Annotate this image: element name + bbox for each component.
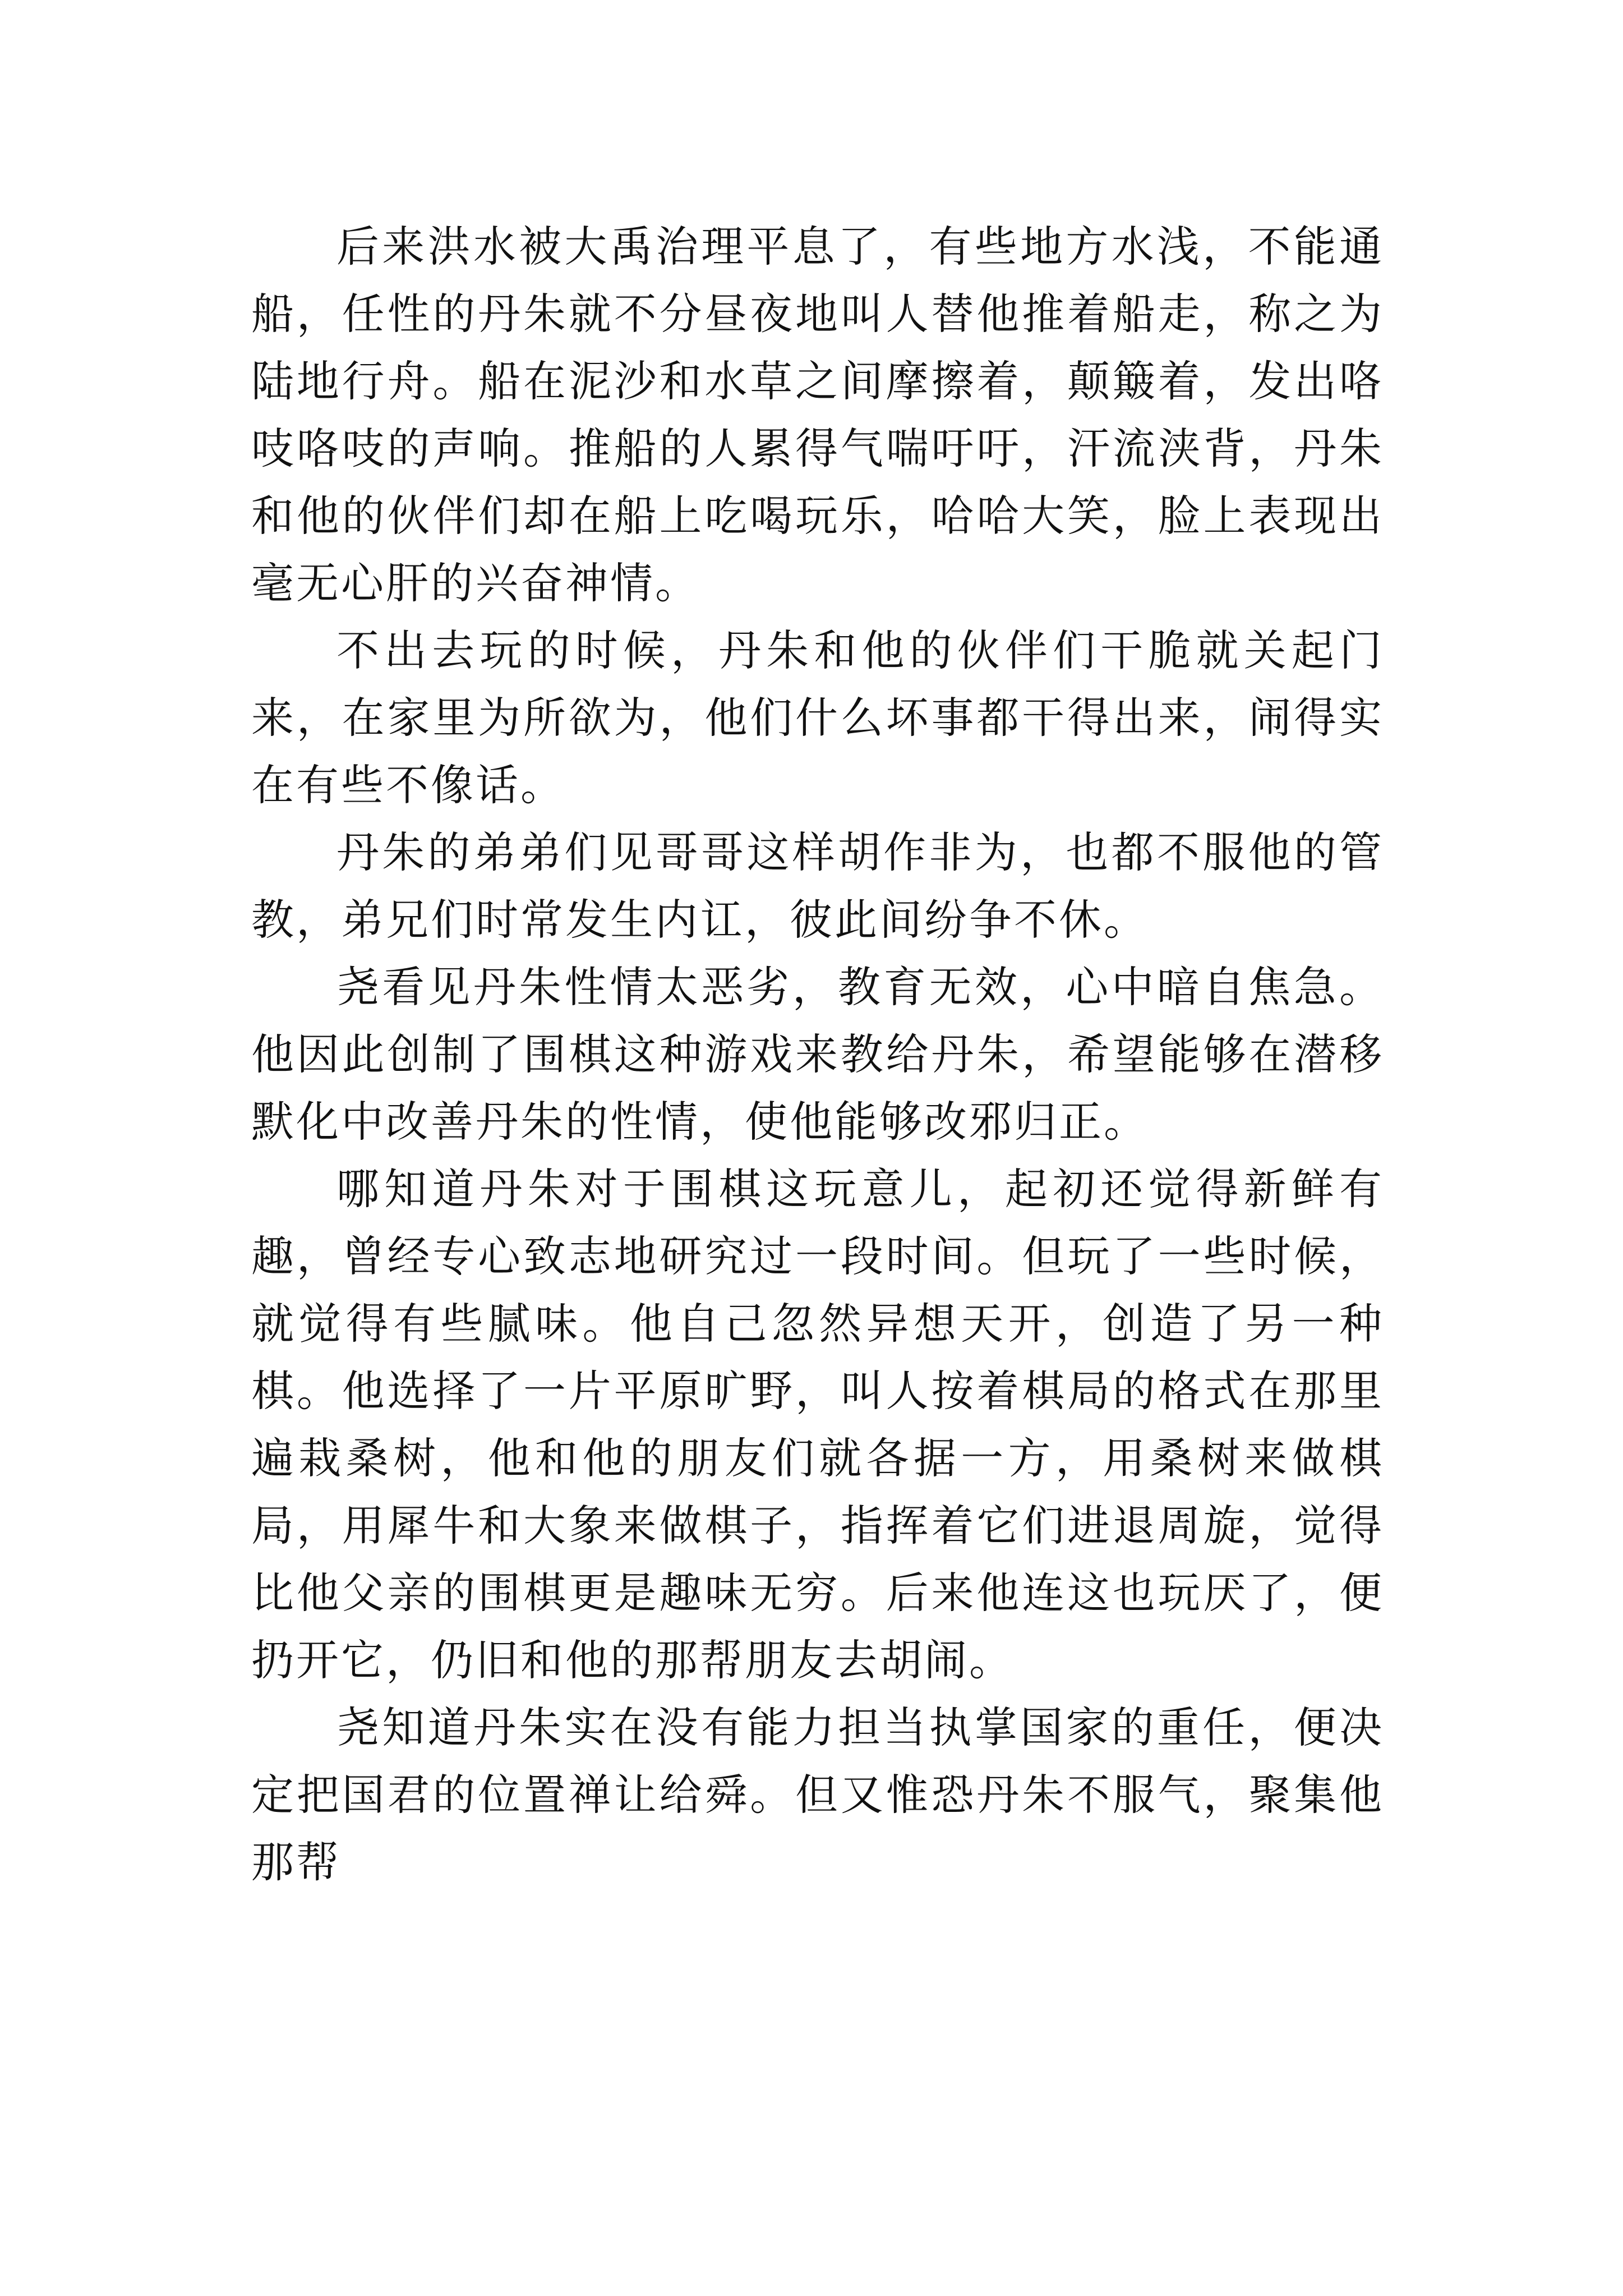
paragraph-3: 丹朱的弟弟们见哥哥这样胡作非为，也都不服他的管教，弟兄们时常发生内讧，彼此间纷争不休。 [251,827,1384,945]
paragraph-1: 后来洪水被大禹治理平息了，有些地方水浅，不能通船，任性的丹朱就不分昼夜地叫人替他推着船走，称之为陆地行舟。船在泥沙和水草之间摩擦着，颠簸着，发出咯吱咯吱的声响。推船的人累得气喘吁吁，汗流浃背，丹朱和他的伙伴们却在船上吃喝玩乐，哈哈大笑，脸上表现出毫无心肝的兴奋神情。 [251,222,1384,608]
paragraph-6: 尧知道丹朱实在没有能力担当执掌国家的重任，便决定把国君的位置禅让给舜。但又惟恐丹朱不服气，聚集他那帮 [251,1703,1384,1887]
paragraph-4: 尧看见丹朱性情太恶劣，教育无效，心中暗自焦急。他因此创制了围棋这种游戏来教给丹朱，希望能够在潜移默化中改善丹朱的性情，使他能够改邪归正。 [251,962,1384,1147]
paragraph-2: 不出去玩的时候，丹朱和他的伙伴们干脆就关起门来，在家里为所欲为，他们什么坏事都干得出来，闹得实在有些不像话。 [251,625,1384,810]
paragraph-5: 哪知道丹朱对于围棋这玩意儿，起初还觉得新鲜有趣，曾经专心致志地研究过一段时间。但玩了一些时候，就觉得有些腻味。他自己忽然异想天开，创造了另一种棋。他选择了一片平原旷野，叫人按着棋局的格式在那里遍栽桑树，他和他的朋友们就各据一方，用桑树来做棋局，用犀牛和大象来做棋子，指挥着它们进退周旋，觉得比他父亲的围棋更是趣味无穷。后来他连这也玩厌了，便扔开它，仍旧和他的那帮朋友去胡闹。 [251,1164,1384,1685]
document-body [251,213,1384,1896]
